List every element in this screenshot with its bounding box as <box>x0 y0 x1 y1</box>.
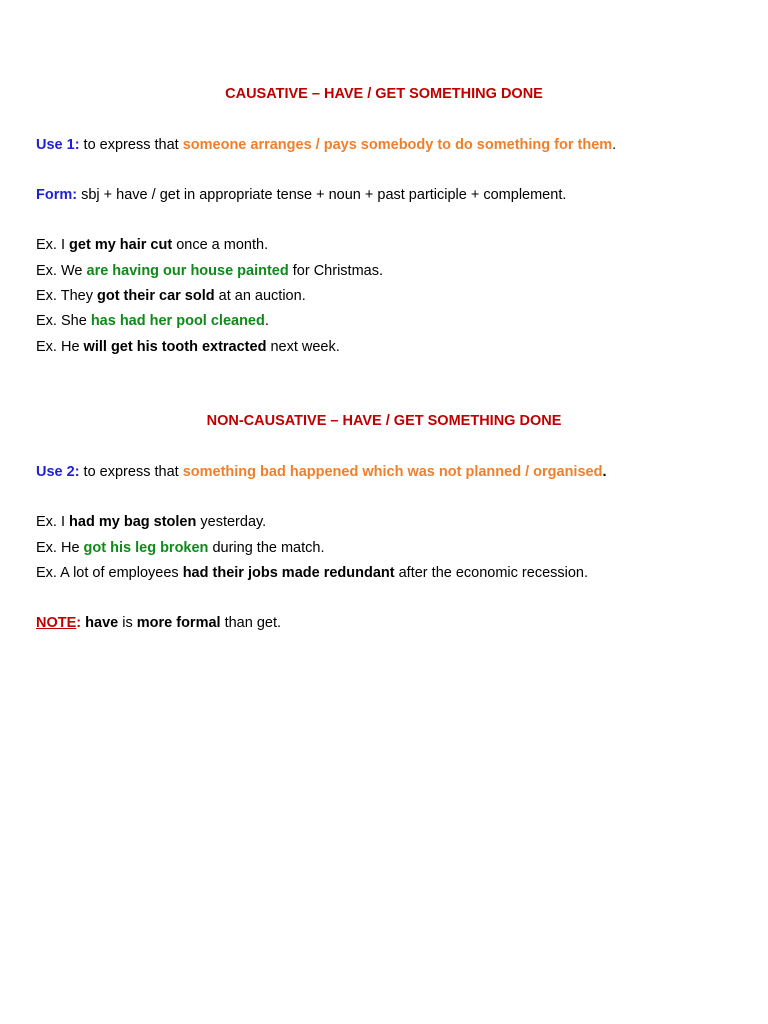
example-post: next week. <box>266 339 340 355</box>
example-post: once a month. <box>172 237 269 253</box>
example-post: at an auction. <box>214 288 306 304</box>
example-pre: Ex. He <box>36 339 84 355</box>
example-line <box>36 513 266 531</box>
form-label: Form: <box>36 187 78 203</box>
example-line <box>36 564 588 582</box>
non-causative-title: NON-CAUSATIVE – HAVE / GET SOMETHING DONE <box>206 413 562 429</box>
example-pre: Ex. I <box>36 514 70 530</box>
example-phrase: has had her pool cleaned <box>90 313 265 329</box>
example-pre: Ex. A lot of employees <box>36 565 183 581</box>
example-phrase: will get his tooth extracted <box>83 339 267 355</box>
example-line <box>36 236 268 254</box>
example-pre: Ex. He <box>36 540 84 556</box>
note-label: NOTE <box>36 615 77 631</box>
use-1-label: Use 1: <box>36 137 80 153</box>
example-pre: Ex. We <box>36 263 87 279</box>
form-text: sbj + have / get in appropriate tense + noun + past participle + complement. <box>77 187 567 203</box>
example-line <box>36 312 269 330</box>
use-2-end: . <box>602 464 607 480</box>
example-phrase: get my hair cut <box>69 237 173 253</box>
example-post: during the match. <box>208 540 325 556</box>
causative-title: CAUSATIVE – HAVE / GET SOMETHING DONE <box>225 86 543 102</box>
form-line <box>36 186 566 204</box>
use-2-line <box>36 463 606 481</box>
use-2-text: to express that <box>79 464 183 480</box>
note-have: have <box>81 615 119 631</box>
example-post: after the economic recession. <box>394 565 589 581</box>
note-is: is <box>118 615 137 631</box>
example-phrase: had their jobs made redundant <box>182 565 395 581</box>
note-line <box>36 614 281 632</box>
note-colon: : <box>76 615 82 631</box>
example-line <box>36 262 383 280</box>
example-phrase: got their car sold <box>96 288 215 304</box>
example-pre: Ex. I <box>36 237 70 253</box>
example-line <box>36 338 340 356</box>
example-post: . <box>264 313 269 329</box>
use-2-highlight: something bad happened which was not planned / organised <box>182 464 603 480</box>
example-phrase: had my bag stolen <box>69 514 197 530</box>
use-1-highlight: someone arranges / pays somebody to do something for them <box>182 137 613 153</box>
example-phrase: got his leg broken <box>83 540 209 556</box>
use-1-text: to express that <box>79 137 183 153</box>
example-pre: Ex. They <box>36 288 97 304</box>
example-pre: Ex. She <box>36 313 91 329</box>
note-more-formal: more formal <box>136 615 221 631</box>
use-1-line <box>36 136 616 154</box>
use-2-label: Use 2: <box>36 464 80 480</box>
example-line <box>36 539 325 557</box>
example-post: yesterday. <box>196 514 267 530</box>
example-line <box>36 287 306 305</box>
note-than-get: than get. <box>220 615 282 631</box>
use-1-end: . <box>612 137 617 153</box>
example-post: for Christmas. <box>288 263 383 279</box>
example-phrase: are having our house painted <box>86 263 289 279</box>
